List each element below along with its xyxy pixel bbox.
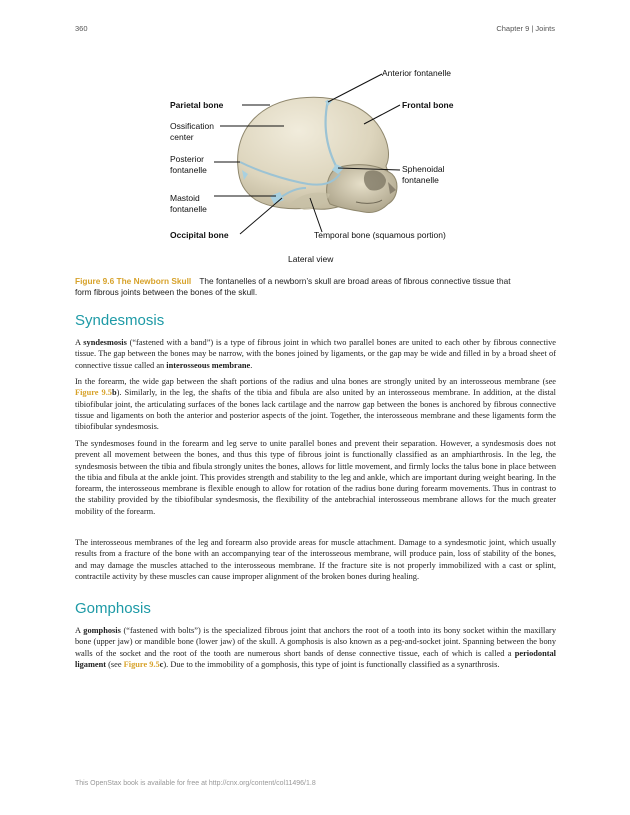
label-sphenoidal-fontanelle bbox=[402, 164, 445, 186]
label-mastoid-line-2: fontanelle bbox=[170, 204, 207, 214]
heading-gomphosis: Gomphosis bbox=[75, 600, 151, 617]
caption-text-2: form fibrous joints between the bones of the skull. bbox=[75, 287, 258, 297]
label-posterior-fontanelle bbox=[170, 154, 207, 176]
term-interosseous-membrane: interosseous membrane bbox=[166, 360, 251, 370]
text: (see bbox=[106, 659, 124, 669]
paragraph-syndesmosis-1 bbox=[75, 337, 556, 371]
figure-link-suffix: b bbox=[111, 388, 117, 398]
term-periodontal-ligament: periodontal ligament bbox=[75, 648, 556, 669]
label-anterior-fontanelle: Anterior fontanelle bbox=[382, 68, 451, 78]
label-occipital-bone: Occipital bone bbox=[170, 230, 229, 240]
figure-link-suffix: c bbox=[159, 659, 164, 669]
label-ossification-line-2: center bbox=[170, 132, 194, 142]
paragraph-syndesmosis-3: The syndesmoses found in the forearm and leg serve to unite parallel bones and prevent their separation. However, a syndesmosis does not prevent all movement between the bones, and thus this type of fibrous joint is functionally classified as an amphiarthrosis. In the leg, the syndesmosis between the tibia and fibula strongly unites the bones, allows for little movement, and firmly locks the talus bone in place between the tibia and fibula at the ankle joint. This provides strength and stability to the leg and ankle, which are important during weight bearing. In the forearm, the interosseous membrane is flexible enough to allow for rotation of the radius bone during forearm movements. Thus in contrast to the stability provided by the tibiofibular syndesmosis, the flexibility of the antebrachial interosseous membrane allows for the much greater mobility of the forearm. bbox=[75, 439, 556, 516]
figure-title: The Newborn Skull bbox=[116, 276, 192, 286]
text: . bbox=[250, 360, 253, 370]
chapter-header: Chapter 9 | Joints bbox=[496, 24, 555, 33]
text: ). Due to the immobility of a gomphosis, this type of joint is functionally classified as a synarthrosis. bbox=[163, 659, 500, 669]
text: A bbox=[75, 338, 84, 347]
label-parietal-bone: Parietal bone bbox=[170, 100, 224, 110]
figure-link-9-5[interactable]: Figure 9.5 bbox=[75, 388, 112, 398]
paragraph-gomphosis-1 bbox=[75, 625, 556, 670]
label-sphenoidal-line-1: Sphenoidal bbox=[402, 164, 445, 174]
caption-text-1: The fontanelles of a newborn’s skull are broad areas of fibrous connective tissue that bbox=[199, 276, 511, 286]
paragraph-syndesmosis-2 bbox=[75, 376, 556, 432]
text: (“fastened with a band”) is a type of fibrous joint in which two parallel bones are united to each other by fibrous connective tissue. The gap between the bones may be narrow, with the bones joined by ligaments, or the gap may be wide and filled in by a broad sheet of connective tissue called an bbox=[75, 338, 557, 370]
label-mastoid-fontanelle bbox=[170, 193, 207, 215]
term-gomphosis: gomphosis bbox=[83, 626, 121, 635]
newborn-skull-figure bbox=[160, 58, 470, 273]
label-ossification-line-1: Ossification bbox=[170, 121, 214, 131]
page-number: 360 bbox=[75, 24, 88, 33]
term-syndesmosis: syndesmosis bbox=[83, 338, 127, 347]
label-lateral-view: Lateral view bbox=[288, 254, 334, 264]
label-mastoid-line-1: Mastoid bbox=[170, 193, 200, 203]
figure-link-9-5[interactable]: Figure 9.5 bbox=[123, 659, 160, 669]
footer-note: This OpenStax book is available for free at http://cnx.org/content/col11496/1.8 bbox=[75, 780, 316, 787]
text: A bbox=[75, 626, 84, 635]
label-frontal-bone: Frontal bone bbox=[402, 100, 454, 110]
label-ossification-center bbox=[170, 121, 214, 143]
text: In the forearm, the wide gap between the shaft portions of the radius and ulna bones are strongly united by an interosseous membrane (see bbox=[75, 377, 556, 386]
paragraph-syndesmosis-4: The interosseous membranes of the leg and forearm also provide areas for muscle attachment. Damage to a syndesmotic joint, which usually results from a fracture of the bone with an accompanying tear of the interosseous membrane, will produce pain, loss of stability of the bones, and may damage the muscles attached to the interosseous membrane. If the fracture site is not properly immobilized with a cast or splint, contractile activity by these muscles can cause improper alignment of the broken bones during healing. bbox=[75, 538, 556, 581]
heading-syndesmosis: Syndesmosis bbox=[75, 312, 165, 329]
label-posterior-line-2: fontanelle bbox=[170, 165, 207, 175]
text: (“fastened with bolts”) is the specialized fibrous joint that anchors the root of a tooth into its bony socket within the maxillary bone (upper jaw) or mandible bone (lower jaw) of the skull. A gomphosis is also known as a peg-and-socket joint. Spanning between the bony walls of the socket and the root of the tooth are numerous short bands of dense connective tissue, each of which is called a bbox=[75, 626, 556, 658]
label-temporal-bone: Temporal bone (squamous portion) bbox=[314, 230, 446, 240]
label-posterior-line-1: Posterior bbox=[170, 154, 205, 164]
figure-caption bbox=[75, 276, 557, 298]
figure-number: Figure 9.6 bbox=[75, 276, 115, 286]
label-sphenoidal-line-2: fontanelle bbox=[402, 175, 439, 185]
text: ). Similarly, in the leg, the shafts of the tibia and fibula are also united by an interosseous membrane. In addition, at the distal tibiofibular joint, the articulating surfaces of the bones lack cartilage and the narrow gap between the bones is anchored by fibrous connective tissue and ligaments on both the anterior and posterior aspects of the joint. Together, the interosseous membrane and these ligaments form the tibiofibular syndesmosis. bbox=[75, 388, 556, 432]
